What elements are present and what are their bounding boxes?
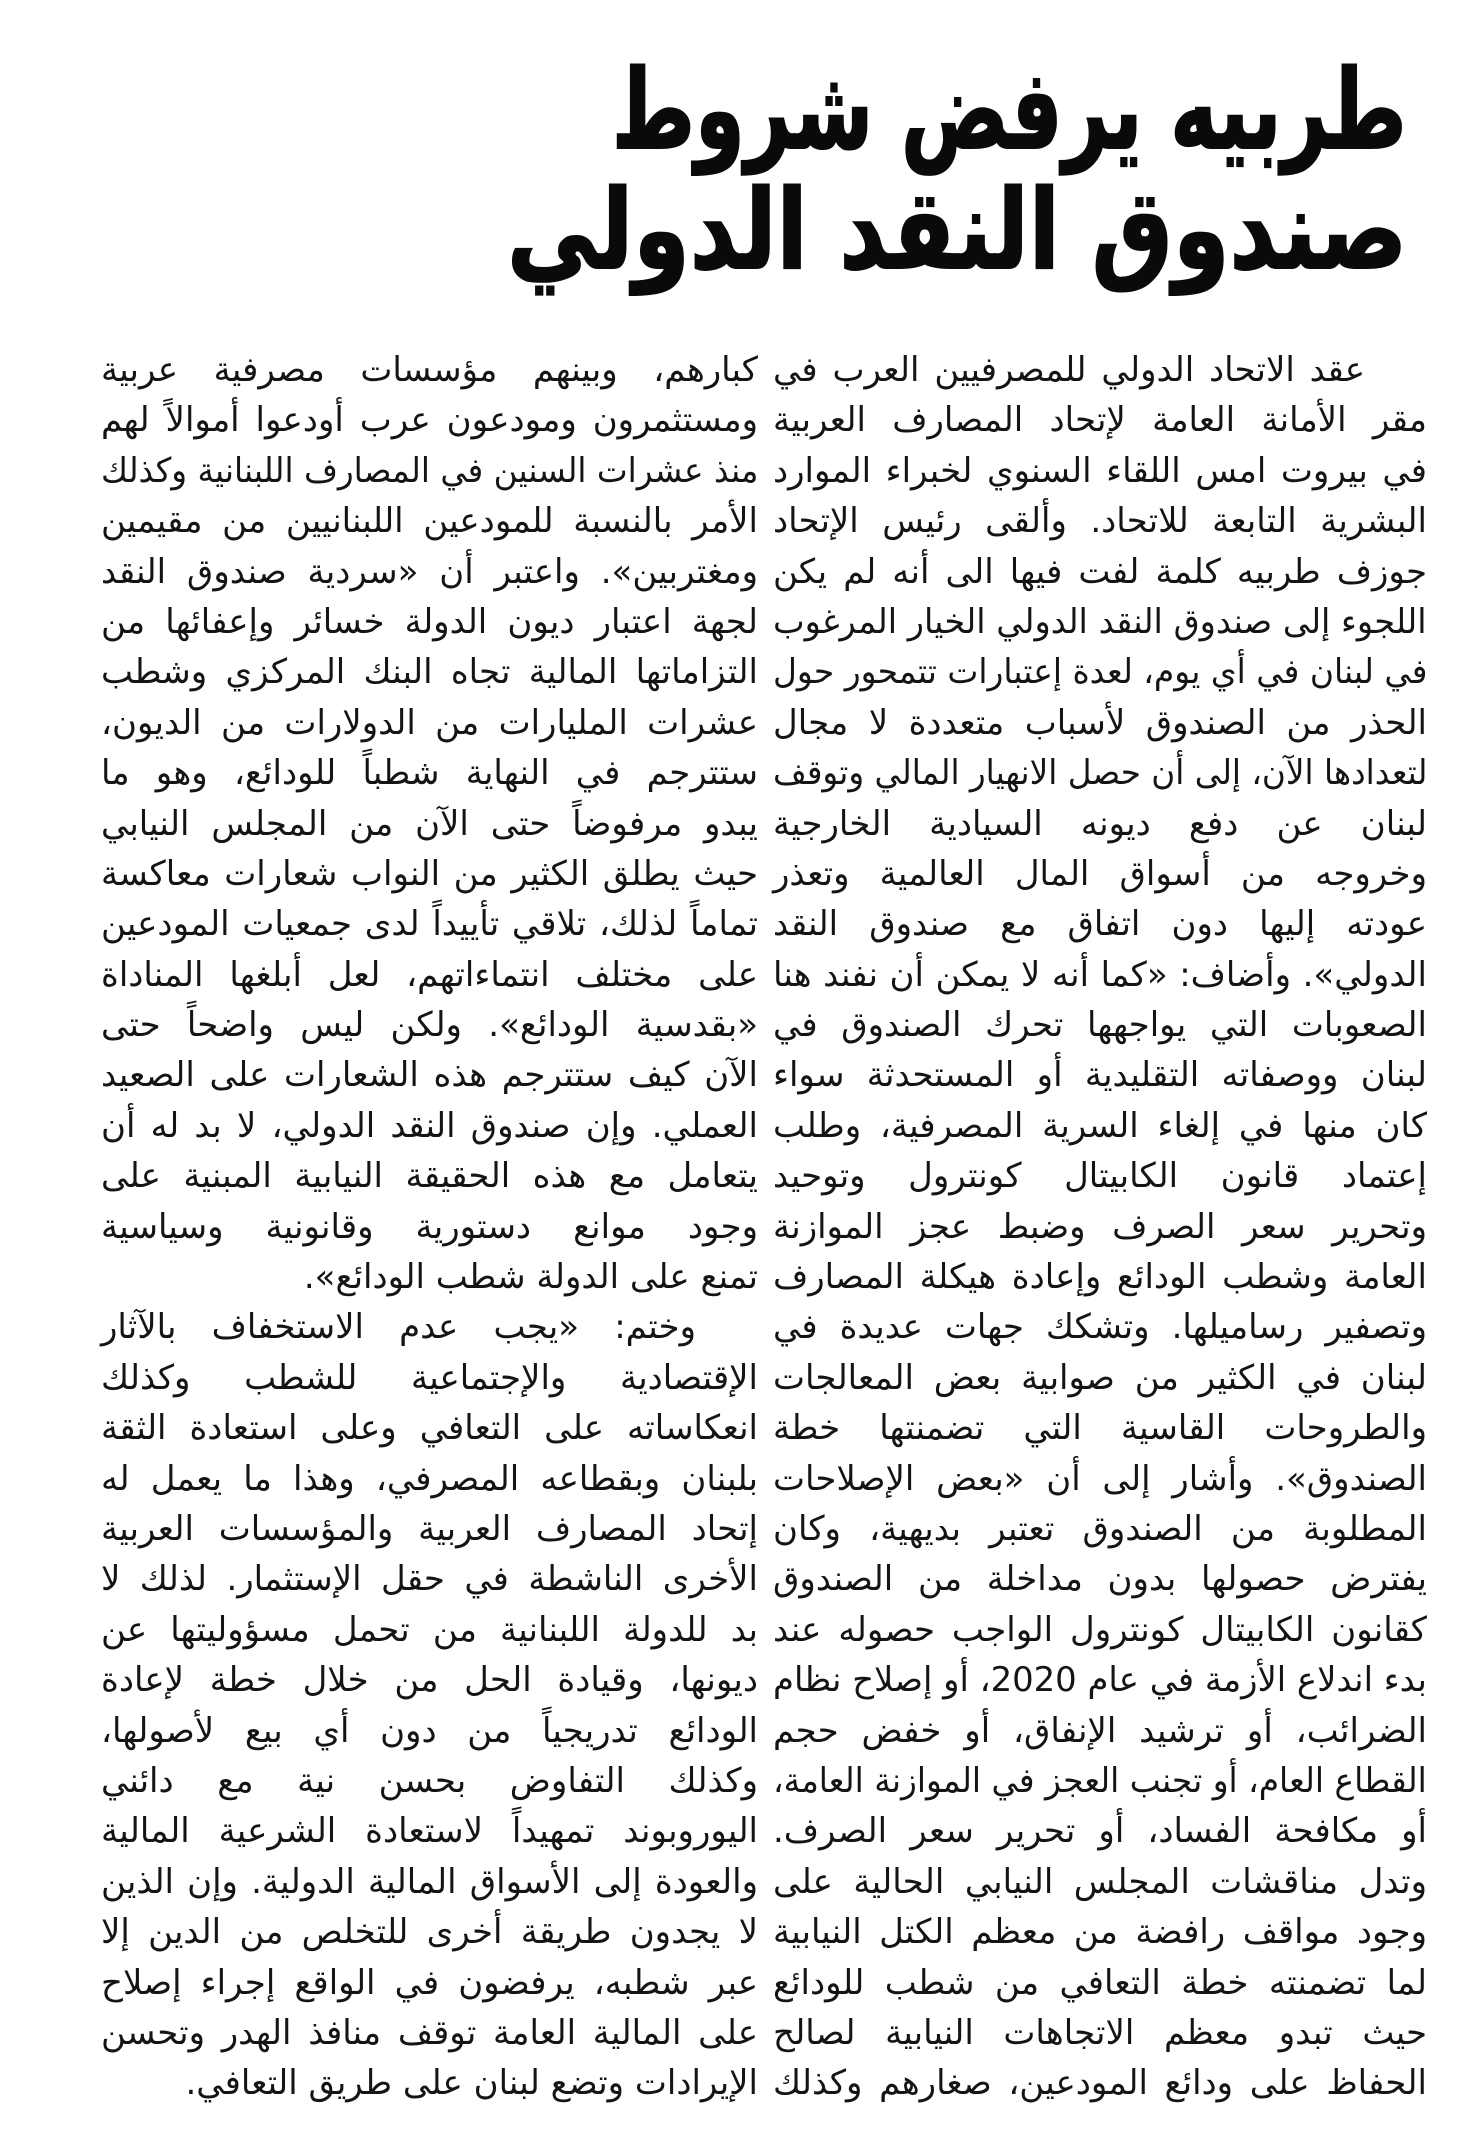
- article-line: بد للدولة اللبنانية من تحمل مسؤوليتها عن: [101, 1609, 758, 1650]
- headline-text: طربيه يرفض شروط: [612, 46, 1407, 174]
- article-line: جوزف طربيه كلمة لفت فيها الى أنه لم يكن: [773, 551, 1427, 592]
- article-line: انعكاساته على التعافي وعلى استعادة الثقة: [101, 1408, 758, 1449]
- article-line: اليوروبوند تمهيداً لاستعادة الشرعية المالية: [101, 1811, 758, 1852]
- article-line: مقر الأمانة العامة لإتحاد المصارف العربية: [773, 400, 1427, 441]
- article-line: الحذر من الصندوق لأسباب متعددة لا مجال: [773, 702, 1427, 743]
- article-line: على مختلف انتماءاتهم، لعل أبلغها المناداة: [101, 954, 758, 995]
- article-line: يتعامل مع هذه الحقيقة النيابية المبنية على: [101, 1156, 758, 1197]
- article-line: يبدو مرفوضاً حتى الآن من المجلس النيابي: [101, 803, 758, 844]
- article-line: عقد الاتحاد الدولي للمصرفيين العرب في: [773, 350, 1365, 390]
- article-line: الودائع تدريجياً من دون أي بيع لأصولها،: [101, 1710, 758, 1751]
- article-line: حيث تبدو معظم الاتجاهات النيابية لصالح: [773, 2012, 1427, 2053]
- article-line: لما تضمنته خطة التعافي من شطب للودائع: [773, 1962, 1427, 2003]
- article-line: كقانون الكابيتال كونترول الواجب حصوله عند: [773, 1609, 1427, 1650]
- article-line: الأخرى الناشطة في حقل الإستثمار. لذلك لا: [101, 1559, 758, 1600]
- article-line: ديونها، وقيادة الحل من خلال خطة لإعادة: [101, 1660, 758, 1701]
- article-line: اللجوء إلى صندوق النقد الدولي الخيار المرغوب: [773, 601, 1427, 642]
- article-line: عودته إليها دون اتفاق مع صندوق النقد: [773, 904, 1427, 945]
- article-line: إتحاد المصارف العربية والمؤسسات العربية: [101, 1508, 758, 1549]
- article-line: عشرات المليارات من الدولارات من الديون،: [101, 702, 758, 743]
- article-line: وتحرير سعر الصرف وضبط عجز الموازنة: [773, 1206, 1427, 1247]
- article-line: يفترض حصولها بدون مداخلة من الصندوق: [773, 1559, 1427, 1600]
- article-line: بلبنان وبقطاعه المصرفي، وهذا ما يعمل له: [101, 1458, 758, 1499]
- article-line: لبنان في الكثير من صوابية بعض المعالجات: [773, 1357, 1427, 1398]
- article-line: الأمر بالنسبة للمودعين اللبنانيين من مقيمين: [101, 501, 758, 542]
- article-line: في لبنان في أي يوم، لعدة إعتبارات تتمحور حول: [772, 652, 1427, 693]
- article-line: الصعوبات التي يواجهها تحرك الصندوق في: [773, 1005, 1427, 1046]
- article-line: المطلوبة من الصندوق تعتبر بديهية، وكان: [773, 1508, 1427, 1549]
- article-line: لتعدادها الآن، إلى أن حصل الانهيار المالي وتوقف: [772, 753, 1427, 794]
- article-line: ومغتربين». واعتبر أن «سردية صندوق النقد: [101, 551, 758, 592]
- article-line: عبر شطبه، يرفضون في الواقع إجراء إصلاح: [101, 1962, 758, 2003]
- article-line: «بقدسية الودائع». ولكن ليس واضحاً حتى: [101, 1005, 758, 1046]
- article-column-left: [101, 345, 758, 2109]
- article-line: وخروجه من أسواق المال العالمية وتعذر: [773, 853, 1427, 894]
- article-line: لبنان عن دفع ديونه السيادية الخارجية: [773, 803, 1427, 844]
- article-line: وجود مواقف رافضة من معظم الكتل النيابية: [773, 1912, 1427, 1953]
- article-line: تماماً لذلك، تلاقي تأييداً لدى جمعيات المودعين: [101, 904, 758, 945]
- article-line: وجود موانع دستورية وقانونية وسياسية: [101, 1206, 758, 1247]
- article-line: الضرائب، أو ترشيد الإنفاق، أو خفض حجم: [773, 1710, 1427, 1751]
- headline-line-2: [107, 166, 1407, 294]
- article-line: الصندوق». وأشار إلى أن «بعض الإصلاحات: [773, 1458, 1427, 1499]
- headline-line-1: [107, 46, 1407, 174]
- article-line: البشرية التابعة للاتحاد. وألقى رئيس الإتحاد: [773, 501, 1427, 542]
- article-line: إعتماد قانون الكابيتال كونترول وتوحيد: [773, 1156, 1427, 1197]
- article-line: القطاع العام، أو تجنب العجز في الموازنة العامة،: [773, 1760, 1427, 1801]
- article-column-right: [773, 345, 1427, 2109]
- article-line: وتدل مناقشات المجلس النيابي الحالية على: [773, 1861, 1427, 1902]
- article-line: في بيروت امس اللقاء السنوي لخبراء الموارد: [773, 450, 1427, 491]
- article-line: ومستثمرون ومودعون عرب أودعوا أموالاً لهم: [101, 400, 758, 441]
- article-line: على المالية العامة توقف منافذ الهدر وتحسن: [101, 2012, 758, 2053]
- article-line: الحفاظ على ودائع المودعين، صغارهم وكذلك: [773, 2063, 1427, 2104]
- article-line: العامة وشطب الودائع وإعادة هيكلة المصارف: [773, 1257, 1427, 1298]
- article-line: الآن كيف ستترجم هذه الشعارات على الصعيد: [101, 1055, 758, 1096]
- article-line: تمنع على الدولة شطب الودائع».: [303, 1257, 758, 1298]
- article-line: الإقتصادية والإجتماعية للشطب وكذلك: [101, 1357, 758, 1398]
- article-line: والطروحات القاسية التي تضمنتها خطة: [773, 1408, 1427, 1449]
- article-line: بدء اندلاع الأزمة في عام 2020، أو إصلاح نظام: [773, 1660, 1427, 1701]
- article-line: لبنان ووصفاته التقليدية أو المستحدثة سواء: [773, 1055, 1427, 1096]
- article-line: لا يجدون طريقة أخرى للتخلص من الدين إلا: [101, 1912, 758, 1953]
- article-line: وكذلك التفاوض بحسن نية مع دائني: [101, 1760, 758, 1801]
- article-line: لجهة اعتبار ديون الدولة خسائر وإعفائها من: [101, 601, 758, 642]
- article-line: والعودة إلى الأسواق المالية الدولية. وإن الذين: [101, 1861, 758, 1902]
- article-line: وختم: «يجب عدم الاستخفاف بالآثار: [101, 1307, 696, 1348]
- headline-text: صندوق النقد الدولي: [506, 166, 1407, 294]
- article-line: حيث يطلق الكثير من النواب شعارات معاكسة: [101, 853, 758, 894]
- article-line: الدولي». وأضاف: «كما أنه لا يمكن أن نفند هنا: [773, 954, 1427, 995]
- article-line: كبارهم، وبينهم مؤسسات مصرفية عربية: [101, 350, 758, 390]
- article-line: أو مكافحة الفساد، أو تحرير سعر الصرف.: [773, 1811, 1427, 1852]
- article-line: كان منها في إلغاء السرية المصرفية، وطلب: [773, 1105, 1427, 1146]
- article-line: العملي. وإن صندوق النقد الدولي، لا بد له أن: [101, 1105, 758, 1146]
- headline: [107, 46, 1407, 294]
- article-line: الإيرادات وتضع لبنان على طريق التعافي.: [185, 2063, 758, 2104]
- article-line: ستترجم في النهاية شطباً للودائع، وهو ما: [101, 753, 758, 794]
- article-line: التزاماتها المالية تجاه البنك المركزي وشطب: [101, 652, 758, 693]
- article-line: منذ عشرات السنين في المصارف اللبنانية وكذلك: [100, 450, 758, 491]
- article-line: وتصفير رساميلها. وتشكك جهات عديدة في: [773, 1307, 1427, 1348]
